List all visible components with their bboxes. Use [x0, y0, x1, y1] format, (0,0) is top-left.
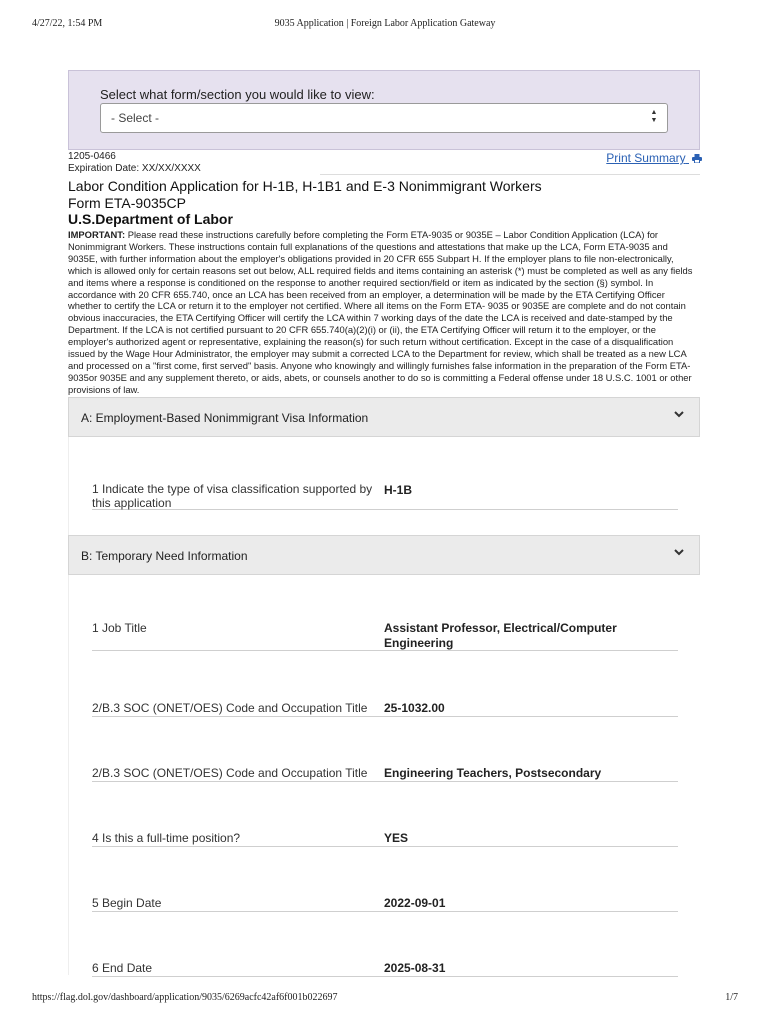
- field-row: [92, 701, 678, 717]
- field-question: 2/B.3 SOC (ONET/OES) Code and Occupation Title: [92, 766, 368, 780]
- department-name: U.S.Department of Labor: [68, 211, 233, 227]
- field-question: 5 Begin Date: [92, 896, 162, 910]
- field-answer: 2025-08-31: [384, 961, 446, 975]
- form-selector-panel: [68, 70, 700, 150]
- field-row: [92, 896, 678, 912]
- important-label: IMPORTANT:: [68, 229, 126, 240]
- section-a-title: A: Employment-Based Nonimmigrant Visa Information: [81, 411, 369, 425]
- select-arrows-icon: ▲ ▼: [650, 109, 658, 124]
- field-question: 2/B.3 SOC (ONET/OES) Code and Occupation Title: [92, 701, 368, 715]
- form-number: Form ETA-9035CP: [68, 195, 186, 211]
- field-row: [92, 766, 678, 782]
- chevron-down-icon: [673, 408, 685, 420]
- important-text: Please read these instructions carefully before completing the Form ETA-9035 or 9035E – Labor Condition Application (LCA) for Nonimmigrant Workers. These instructions contain full explanations of the questions and attestations that make up the LCA, Form ETA-9035 and 9035E, with further information about the employer's obligations provided in 20 CFR 655 Subpart H. If the employer plans to file non-electronically, which is allowed only for certain reasons set out below, ALL required fields and items containing an asterisk (*) must be completed as well as any fields and items where a response is conditioned on the response to another required section/field or item as indicated by the section (§) symbol. In accordance with 20 CFR 655.740, once an LCA has been received from an employer, a determination will be made by the ETA Certifying Officer whether to certify the LCA or return it to the employer not certified. Where all items on the Form ETA- 9035 or 9035E are complete and do not contain obvious inaccuracies, the ETA Certifying Officer will certify the LCA within 7 working days of the date the LCA is received and date-stamped by the Department. If the LCA is not certified pursuant to 20 CFR 655.740(a)(2)(i) or (ii), the ETA Certifying Officer will return it to the employer, or the employer's authorized agent or representative, explaining the reason(s) for such return without certification. Except in the case of a disqualification issued by the Wage Hour Administrator, the employer may submit a corrected LCA to the Department for review, which shall be treated as a new LCA and processed on a "first come, first served" basis. Anyone who knowingly and willingly furnishes false information in the preparation of the Form ETA- 9035or 9035E and any supplement thereto, or aids, abets, or counsels another to do so is committing a Federal offense under 18 U.S.C. 1001 or other provisions of law.: [68, 229, 693, 395]
- meta-divider: [320, 174, 700, 175]
- print-datetime: 4/27/22, 1:54 PM: [32, 18, 103, 29]
- print-summary-link[interactable]: [606, 151, 702, 165]
- field-question: 6 End Date: [92, 961, 153, 975]
- omb-number: 1205-0466: [68, 151, 116, 162]
- page-number: 1/7: [725, 992, 738, 1003]
- form-selector-label: Select what form/section you would like to view:: [100, 87, 375, 102]
- important-notice: [68, 229, 700, 396]
- field-row: [92, 482, 678, 510]
- field-question: 1 Job Title: [92, 621, 147, 635]
- page-url: https://flag.dol.gov/dashboard/application/9035/6269acfc42af6f001b022697: [32, 992, 338, 1003]
- field-question: 1 Indicate the type of visa classification supported by this application: [92, 482, 373, 510]
- field-answer: 25-1032.00: [384, 701, 445, 715]
- section-b-title: B: Temporary Need Information: [81, 549, 248, 563]
- page-title: Labor Condition Application for H-1B, H-1B1 and E-3 Nonimmigrant Workers: [68, 178, 542, 194]
- print-page-title: 9035 Application | Foreign Labor Application Gateway: [274, 18, 496, 29]
- field-answer: H-1B: [384, 483, 413, 497]
- field-answer: Engineering Teachers, Postsecondary: [384, 766, 602, 780]
- field-answer: Assistant Professor, Electrical/Computer Engineering: [384, 621, 617, 650]
- field-row: [92, 831, 678, 847]
- printer-icon: [692, 154, 702, 163]
- form-section-select[interactable]: [100, 103, 668, 133]
- field-answer: YES: [384, 831, 409, 845]
- field-answer: 2022-09-01: [384, 896, 446, 910]
- print-footer: [32, 992, 738, 1006]
- form-meta: [68, 151, 201, 175]
- field-question: 4 Is this a full-time position?: [92, 831, 241, 845]
- field-row: [92, 961, 678, 977]
- chevron-down-icon: [673, 546, 685, 558]
- form-section-select-value: - Select -: [111, 111, 160, 125]
- field-row: [92, 621, 678, 651]
- section-a-header[interactable]: [68, 397, 700, 437]
- print-summary-label: Print Summary: [606, 151, 686, 165]
- expiration-date: Expiration Date: XX/XX/XXXX: [68, 163, 201, 174]
- section-b-header[interactable]: [68, 535, 700, 575]
- print-header: [32, 18, 738, 34]
